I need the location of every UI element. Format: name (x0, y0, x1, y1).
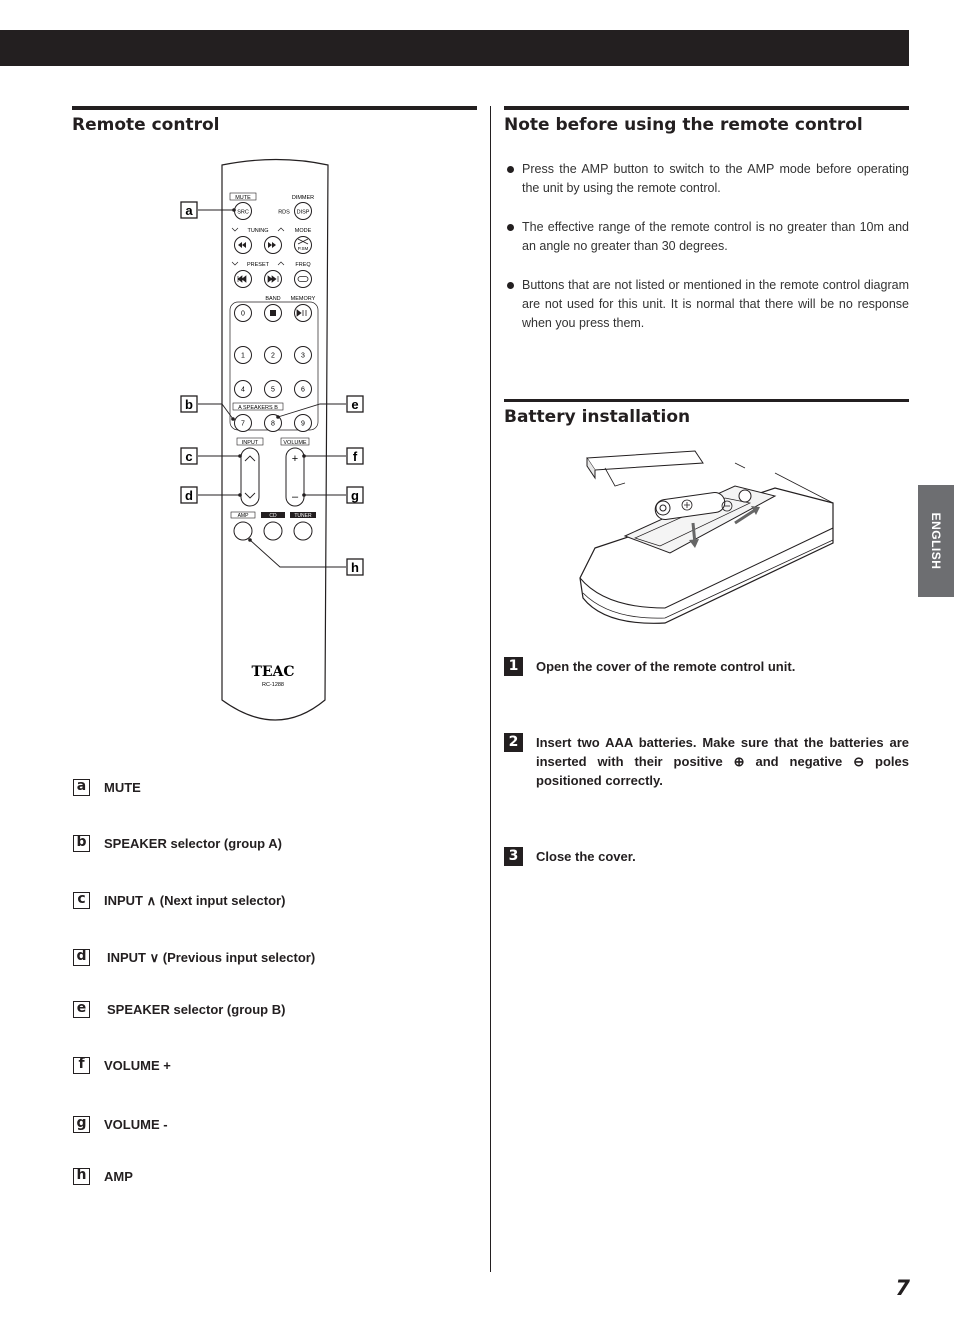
step-text: Open the cover of the remote control unit. (536, 659, 796, 674)
amp-label: AMP (237, 513, 249, 519)
stop-icon (270, 310, 276, 316)
step-text: Insert two AAA batteries. Make sure that the batteries are inserted with their positive ⊕ and negative ⊖ poles positioned correctly. (536, 735, 909, 788)
input-rocker[interactable] (241, 448, 259, 506)
battery-step-2 (504, 733, 909, 790)
svg-text:d: d (185, 488, 193, 503)
volume-label: VOLUME (283, 440, 307, 446)
amp-button[interactable] (234, 522, 252, 540)
legend-badge: d (73, 949, 90, 966)
legend-badge: g (73, 1116, 90, 1133)
input-label: INPUT (241, 440, 259, 446)
callout-h (347, 559, 363, 575)
legend-text: VOLUME + (104, 1058, 171, 1073)
band-label: BAND (265, 296, 281, 302)
section-rule (504, 106, 909, 110)
step-text: Close the cover. (536, 849, 636, 864)
legend-text: SPEAKER selector (group B) (107, 1002, 286, 1017)
legend-badge: e (73, 1001, 90, 1018)
legend-text: INPUT ∧ (Next input selector) (104, 893, 286, 908)
step-number: 3 (504, 847, 523, 866)
rds-label: RDS (278, 209, 290, 216)
svg-text:f: f (352, 449, 358, 464)
tuner-button[interactable] (294, 522, 312, 540)
mute-label: MUTE (235, 195, 251, 201)
teac-logo: TEAC (251, 664, 295, 680)
number-label-7: 7 (241, 420, 245, 428)
callout-b (181, 396, 197, 412)
tuner-label: TUNER (294, 513, 312, 519)
number-label-9: 9 (301, 420, 305, 428)
memory-label: MEMORY (290, 296, 316, 302)
legend-badge: b (73, 835, 90, 852)
svg-text:a: a (185, 203, 193, 218)
bullet-icon (507, 282, 514, 289)
tuning-label: TUNING (247, 228, 269, 234)
legend-text: INPUT ∨ (Previous input selector) (107, 950, 316, 965)
number-label-4: 4 (241, 386, 245, 394)
svg-text:g: g (351, 488, 359, 503)
step-number: 1 (504, 657, 523, 676)
battery-step-1 (504, 657, 909, 676)
callout-d (181, 487, 197, 503)
note-text: Press the AMP button to switch to the AMP mode before operating the unit by using the remote control. (522, 162, 909, 195)
column-divider (490, 106, 491, 1272)
legend-text: MUTE (104, 780, 141, 795)
note-item (507, 218, 909, 256)
note-item (507, 160, 909, 198)
number-label-3: 3 (301, 352, 305, 360)
battery-step-3 (504, 847, 909, 866)
step-number: 2 (504, 733, 523, 752)
model-label: RC-1288 (261, 682, 285, 688)
number-label-0: 0 (241, 310, 245, 318)
note-text: Buttons that are not listed or mentioned in the remote control diagram are not used for this unit. It is normal that there will be no response when you press them. (522, 278, 909, 330)
freq-button[interactable] (295, 271, 312, 288)
note-heading: Note before using the remote control (504, 115, 863, 135)
preset-label: PRESET (246, 262, 270, 268)
freq-label: FREQ (295, 262, 311, 268)
svg-text:c: c (185, 449, 193, 464)
page-number: 7 (895, 1276, 910, 1300)
battery-installation-illustration (575, 448, 840, 633)
bullet-icon (507, 166, 514, 173)
number-label-6: 6 (301, 386, 305, 394)
cd-button[interactable] (264, 522, 282, 540)
note-item (507, 276, 909, 333)
battery-heading: Battery installation (504, 407, 691, 427)
remote-control-heading: Remote control (72, 115, 220, 135)
legend-badge: f (73, 1057, 90, 1074)
src-label: SRC (237, 209, 249, 216)
svg-text:b: b (185, 397, 193, 412)
legend-badge: h (73, 1168, 90, 1185)
callout-c (181, 448, 197, 464)
number-label-2: 2 (271, 352, 275, 360)
disp-label: DISP (296, 209, 310, 216)
callout-f (347, 448, 363, 464)
language-tab (918, 485, 954, 597)
svg-text:h: h (351, 560, 359, 575)
number-label-1: 1 (241, 352, 245, 360)
legend-text: AMP (104, 1169, 133, 1184)
mode-label: MODE (294, 228, 312, 234)
number-label-5: 5 (271, 386, 275, 394)
callout-a (181, 202, 197, 218)
callout-g (347, 487, 363, 503)
legend-text: VOLUME - (104, 1117, 168, 1132)
remote-control-diagram (170, 155, 380, 735)
legend-text: SPEAKER selector (group A) (104, 836, 282, 851)
bullet-icon (507, 224, 514, 231)
volume-plus-label: + (291, 453, 299, 465)
svg-text:e: e (351, 397, 359, 412)
dimmer-label: DIMMER (291, 195, 315, 201)
psm-label: P.SM (297, 246, 309, 251)
volume-minus-label: – (291, 491, 299, 503)
speakers-label: A SPEAKERS B (238, 405, 278, 411)
section-rule (72, 106, 477, 110)
legend-badge: a (73, 779, 90, 796)
note-text: The effective range of the remote control is no greater than 10m and an angle no greater than 30 degrees. (522, 220, 909, 253)
section-rule (504, 399, 909, 402)
legend-badge: c (73, 892, 90, 909)
header-bar (0, 30, 909, 66)
callout-e (347, 396, 363, 412)
cd-label: CD (269, 513, 277, 519)
number-label-8: 8 (271, 420, 275, 428)
language-tab-label: ENGLISH (929, 512, 943, 570)
